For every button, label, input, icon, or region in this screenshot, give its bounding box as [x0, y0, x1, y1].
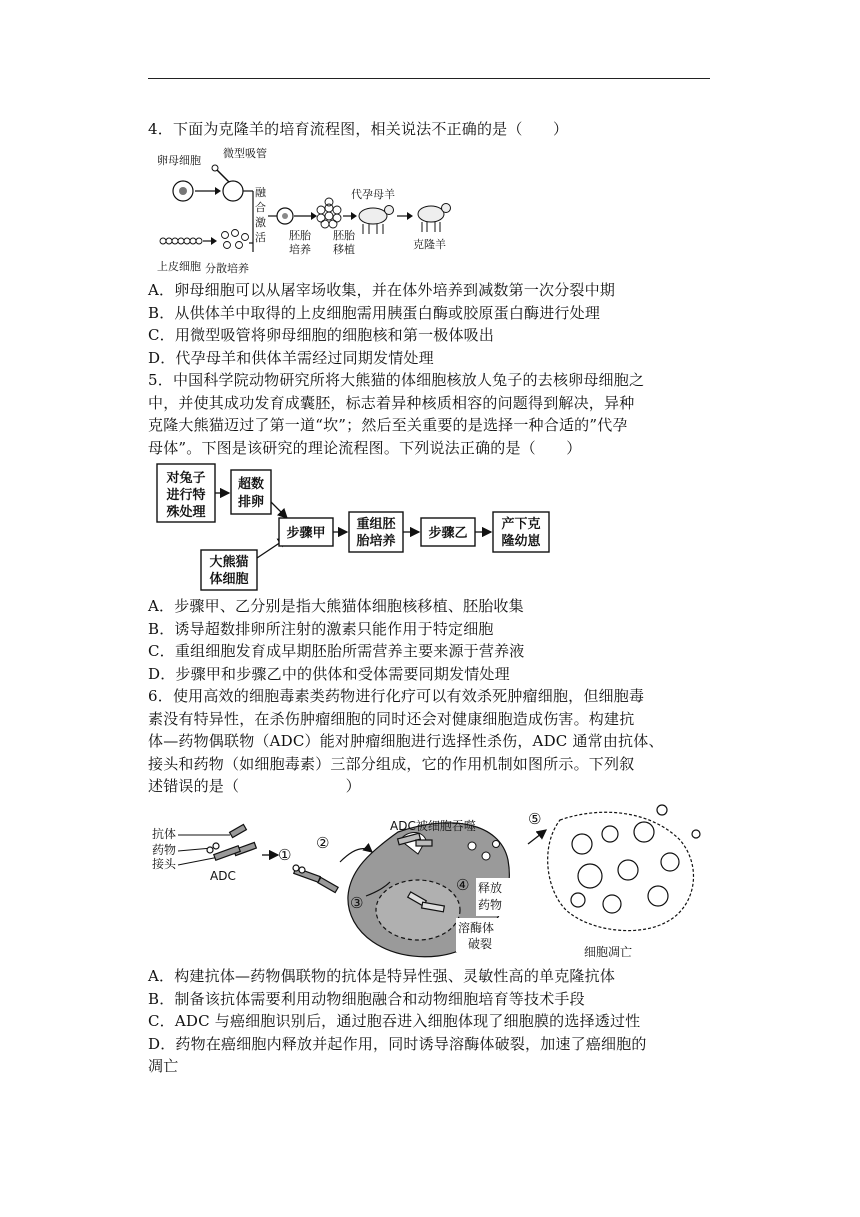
- label-clone: 克隆羊: [413, 238, 446, 251]
- q5-option-b: B．诱导超数排卵所注射的激素只能作用于特定细胞: [148, 619, 494, 638]
- label-embryo-culture-2: 培养: [289, 243, 311, 256]
- lysosome: [376, 880, 460, 940]
- micropipette-tube: [217, 170, 229, 182]
- label-lysosome-2: 破裂: [468, 937, 493, 951]
- svg-text:进行特: 进行特: [166, 488, 206, 503]
- q6-option-d-cont: 凋亡: [148, 1057, 179, 1075]
- label-release-1: 释放: [478, 881, 503, 895]
- svg-text:对兔子: 对兔子: [166, 471, 206, 486]
- fusion-char-2: 合: [255, 201, 266, 214]
- q5-option-a: A．步骤甲、乙分别是指大熊猫体细胞核移植、胚胎收集: [148, 597, 524, 615]
- q6-option-d: D．药物在癌细胞内释放并起作用，同时诱导溶酶体破裂，加速了癌细胞的: [148, 1034, 647, 1053]
- label-embryo-transfer-1: 胚胎: [333, 229, 355, 242]
- q6-option-c: C．ADC 与癌细胞识别后，通过胞吞进入细胞体现了细胞膜的选择透过性: [148, 1012, 641, 1030]
- fusion-char-4: 活: [255, 231, 266, 244]
- label-drug: 药物: [152, 843, 177, 857]
- label-embryo-transfer-2: 移植: [333, 243, 355, 256]
- q5-option-c: C．重组细胞发育成早期胚胎所需营养主要来源于营养液: [148, 642, 525, 660]
- q4-option-d: D．代孕母羊和供体羊需经过同期发情处理: [148, 348, 434, 367]
- fusion-char-3: 激: [255, 216, 266, 229]
- surrogate-sheep-icon: [359, 206, 394, 235]
- clone-sheep-icon: [418, 204, 451, 233]
- adc-molecule-1: [207, 824, 256, 860]
- embryo-icon: [317, 198, 341, 228]
- svg-text:步骤乙: 步骤乙: [428, 526, 468, 541]
- svg-text:殊处理: 殊处理: [166, 505, 206, 520]
- fusion-char-1: 融: [255, 186, 266, 199]
- label-lysosome-1: 溶酶体: [458, 921, 495, 935]
- clone-sheep-diagram: [155, 144, 455, 278]
- enucleated-oocyte: [223, 181, 243, 201]
- label-micropipette: 微型吸管: [223, 147, 267, 160]
- svg-text:大熊猫: 大熊猫: [209, 555, 249, 570]
- q4-option-a: A．卵母细胞可以从屠宰场收集，并在体外培养到减数第一次分裂中期: [148, 281, 616, 299]
- label-antibody: 抗体: [152, 827, 177, 841]
- question-4-stem: 4．下面为克隆羊的培育流程图，相关说法不正确的是（ ）: [148, 120, 569, 138]
- label-apoptosis: 细胞凋亡: [584, 945, 633, 959]
- svg-text:胎培养: 胎培养: [356, 534, 396, 549]
- step-5: ⑤: [528, 810, 542, 828]
- panda-clone-flowchart: [155, 462, 555, 592]
- q4-option-b: B．从供体羊中取得的上皮细胞需用胰蛋白酶或胶原蛋白酶进行处理: [148, 303, 601, 322]
- svg-text:重组胚: 重组胚: [356, 517, 396, 532]
- header-rule: [148, 78, 710, 79]
- q5-option-d: D．步骤甲和步骤乙中的供体和受体需要同期发情处理: [148, 664, 510, 683]
- label-engulfed: ADC被细胞吞噬: [390, 819, 476, 833]
- question-6-stem: 6．使用高效的细胞毒素类药物进行化疗可以有效杀死肿瘤细胞，但细胞毒 素没有特异性，在杀伤肿瘤细胞的同时还会对健康细胞造成伤害。构建抗 体—药物偶联物（ADC）能对肿瘤细胞进行选择性杀伤，ADC 通常由抗体、 接头和药物（如细胞毒素）三部分组成，它的作用机制如图所示。下列叙 述错误的是（ ）: [148, 687, 664, 795]
- step-1: ①: [278, 846, 292, 864]
- adc-molecule-2: [293, 865, 338, 893]
- q6-option-b: B．制备该抗体需要利用动物细胞融合和动物细胞培育等技术手段: [148, 989, 585, 1008]
- label-oocyte: 卵母细胞: [157, 154, 201, 167]
- step-2: ②: [316, 834, 330, 852]
- step-3: ③: [350, 894, 364, 912]
- label-linker: 接头: [152, 857, 177, 871]
- label-release-2: 药物: [478, 898, 503, 912]
- question-5-stem: 5．中国科学院动物研究所将大熊猫的体细胞核放人兔子的去核卵母细胞之 中，并使其成功发育成囊胚，标志着异种核质相容的问题得到解决，异种 克隆大熊猫迈过了第一道“坎”；然后至关重要的是选择一种合适的”代孕 母体”。下图是该研究的理论流程图。下列说法正确的是（ ）: [148, 371, 645, 457]
- svg-text:排卵: 排卵: [237, 495, 265, 510]
- dispersed-cells-icon: [222, 230, 249, 249]
- q6-option-a: A．构建抗体—药物偶联物的抗体是特异性强、灵敏性高的单克隆抗体: [148, 967, 616, 985]
- epithelial-cells-icon: [160, 238, 202, 244]
- apoptotic-cell: [548, 805, 700, 931]
- svg-text:隆幼崽: 隆幼崽: [501, 534, 541, 549]
- adc-mechanism-diagram: [150, 800, 710, 962]
- question-5-options: [148, 595, 714, 685]
- svg-text:体细胞: 体细胞: [209, 572, 249, 587]
- label-dispersed-culture: 分散培养: [205, 262, 249, 275]
- svg-text:产下克: 产下克: [501, 517, 541, 532]
- label-adc: ADC: [210, 869, 236, 883]
- question-4-options: [148, 279, 714, 369]
- step-4: ④: [456, 876, 470, 894]
- question-6-options: [148, 965, 714, 1078]
- svg-text:步骤甲: 步骤甲: [286, 526, 326, 541]
- label-epithelial: 上皮细胞: [157, 260, 201, 273]
- label-embryo-culture-1: 胚胎: [289, 229, 311, 242]
- oocyte-nucleus: [179, 187, 187, 195]
- q4-option-c: C．用微型吸管将卵母细胞的细胞核和第一极体吸出: [148, 326, 495, 344]
- label-surrogate: 代孕母羊: [351, 188, 395, 201]
- svg-text:超数: 超数: [237, 477, 265, 492]
